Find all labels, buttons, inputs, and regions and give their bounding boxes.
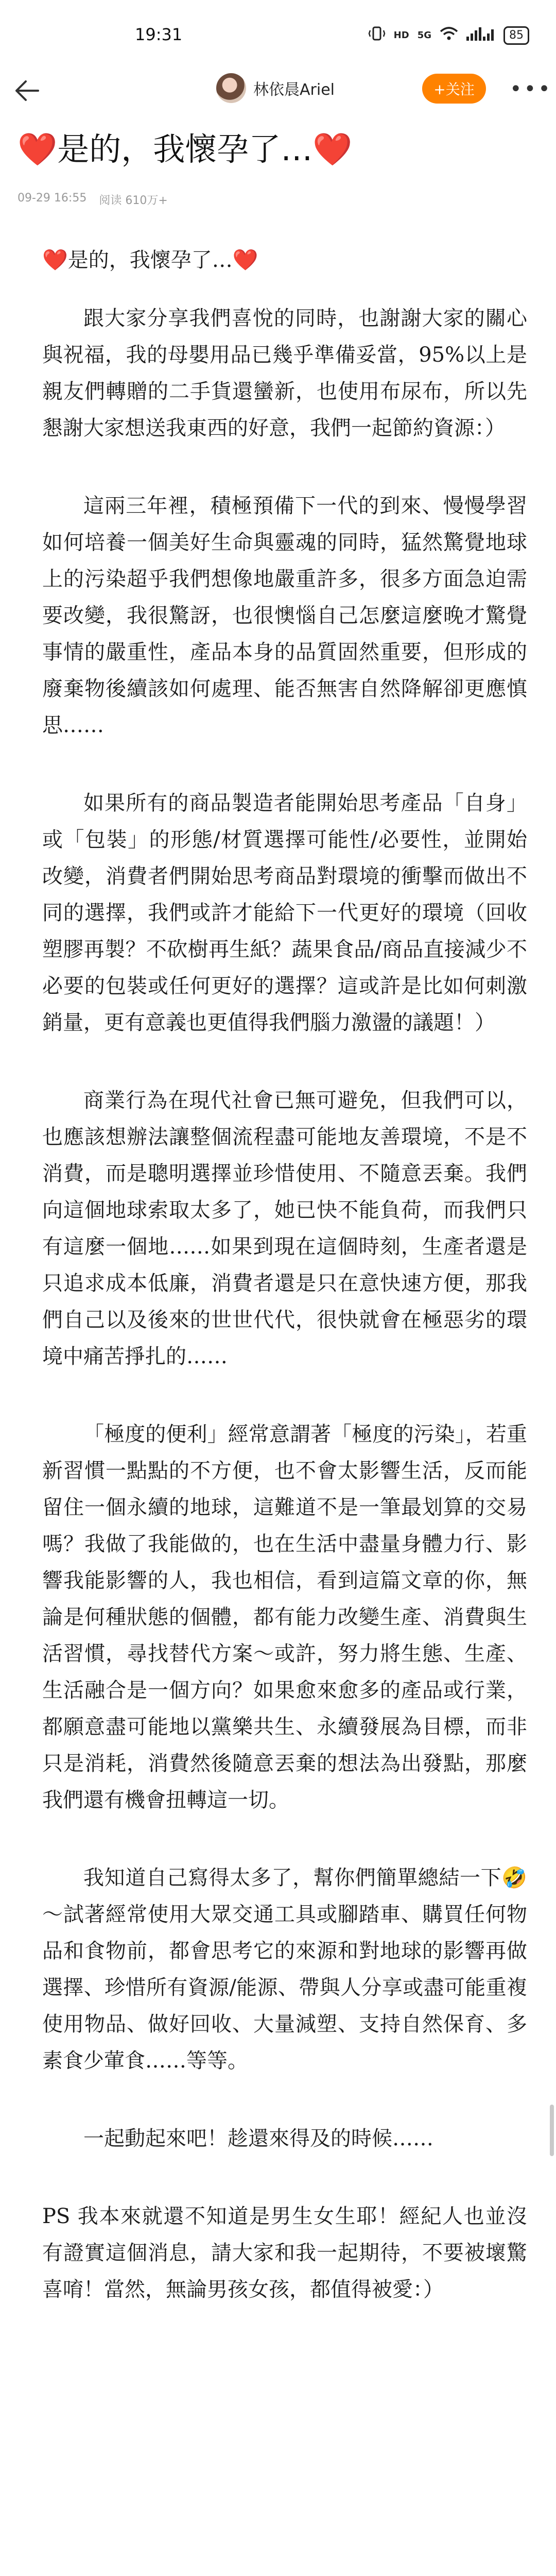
- article-date: 09-29 16:55: [18, 192, 87, 205]
- status-hd: HD: [393, 30, 409, 41]
- article-paragraph: 商業行為在現代社會已無可避免，但我們可以，也應該想辦法讓整個流程盡可能地友善環境，不是不消費，而是聰明選擇並珍惜使用、不隨意丟棄。我們向這個地球索取太多了，她已快不能負荷，而我們只有這麼一個地……如果到現在這個時刻，生產者還是只追求成本低廉，消費者還是只在意快速方便，那我們自己以及後來的世世代代，很快就會在極惡劣的環境中痛苦掙扎的……: [42, 1089, 527, 1368]
- nav-author-name[interactable]: 林依晨Ariel: [253, 81, 335, 99]
- avatar[interactable]: [216, 73, 246, 103]
- article-paragraph: 跟大家分享我們喜悅的同時，也謝謝大家的關心與祝福，我的母嬰用品已幾乎準備妥當，95%以上是親友們轉贈的二手貨還蠻新，也使用布尿布，所以先懇謝大家想送我東西的好意，我們一起節約資源：）: [42, 307, 527, 440]
- article-paragraph: 如果所有的商品製造者能開始思考產品「自身」或「包裝」的形態/材質選擇可能性/必要性，並開始改變，消費者們開始思考商品對環境的衝擊而做出不同的選擇，我們或許才能給下一代更好的環境（回收塑膠再製？不砍樹再生紙？蔬果食品/商品直接減少不必要的包裝或任何更好的選擇？這或許是比如何刺激銷量，更有意義也更值得我們腦力激盪的議題！）: [42, 791, 527, 1035]
- signal-icon: [466, 26, 495, 44]
- scrollbar[interactable]: [550, 2105, 554, 2156]
- battery-icon: 85: [503, 26, 529, 45]
- nav-follow-button[interactable]: +关注: [422, 74, 486, 104]
- article-paragraph: PS 我本來就還不知道是男生女生耶！經紀人也並沒有證實這個消息，請大家和我一起期待，不要被壞驚喜唷！當然，無論男孩女孩，都值得被愛：）: [42, 2205, 527, 2301]
- article-body: [42, 242, 527, 2308]
- article-title: ❤️是的，我懷孕了…❤️: [18, 130, 353, 168]
- nav-bar: [0, 66, 556, 113]
- article-paragraph: 這兩三年裡，積極預備下一代的到來、慢慢學習如何培養一個美好生命與靈魂的同時，猛然驚覺地球上的污染超乎我們想像地嚴重許多，很多方面急迫需要改變，我很驚訝，也很懊惱自己怎麼這麼晚才驚覺事情的嚴重性，產品本身的品質固然重要，但形成的廢棄物後續該如何處理、能否無害自然降解卻更應慎思……: [42, 494, 527, 737]
- article-paragraph: 我知道自己寫得太多了，幫你們簡單總結一下🤣～試著經常使用大眾交通工具或腳踏車、購買任何物品和食物前，都會思考它的來源和對地球的影響再做選擇、珍惜所有資源/能源、帶與人分享或盡可能重複使用物品、做好回收、大量減塑、支持自然保育、多素食少葷食……等等。: [42, 1866, 527, 2073]
- back-button[interactable]: [11, 75, 42, 106]
- status-time: 19:31: [135, 25, 183, 44]
- wifi-icon: [440, 26, 458, 44]
- status-icons: [368, 26, 529, 45]
- article-paragraph: 一起動起來吧！趁還來得及的時候……: [83, 2127, 433, 2150]
- back-arrow-icon: [11, 75, 42, 106]
- article-paragraph: ❤️是的，我懷孕了…❤️: [42, 248, 258, 272]
- article-meta: [18, 192, 168, 208]
- status-bar: [0, 0, 556, 66]
- status-5g: 5G: [417, 30, 431, 41]
- nav-author[interactable]: [216, 73, 335, 103]
- vibrate-icon: [368, 26, 386, 45]
- article-paragraph: 「極度的便利」經常意謂著「極度的污染」，若重新習慣一點點的不方便，也不會太影響生活，反而能留住一個永續的地球，這難道不是一筆最划算的交易嗎？我做了我能做的，也在生活中盡量身體力行、影響我能影響的人，我也相信，看到這篇文章的你，無論是何種狀態的個體，都有能力改變生產、消費與生活習慣，尋找替代方案～或許，努力將生態、生產、生活融合是一個方向？如果愈來愈多的產品或行業，都願意盡可能地以黨樂共生、永續發展為目標，而非只是消耗，消費然後隨意丟棄的想法為出發點，那麼我們還有機會扭轉這一切。: [42, 1422, 527, 1812]
- article-reads: 阅读 610万+: [99, 194, 168, 207]
- more-icon[interactable]: •••: [510, 77, 552, 101]
